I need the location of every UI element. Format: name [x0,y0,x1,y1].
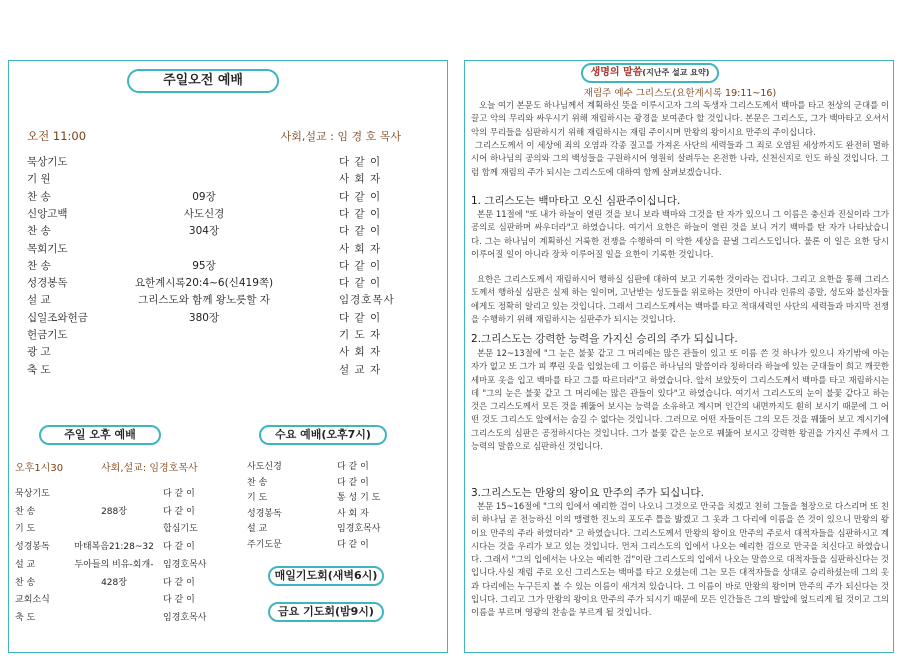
order-item-name: 신앙고백 [27,207,68,220]
wednesday-order-row [247,475,437,492]
morning-order-row [9,154,449,171]
order-item-name: 찬 송 [27,190,51,203]
order-item-person: 다 같 이 [339,190,382,203]
order-item-name: 묵상기도 [15,489,50,499]
order-item-person: 설 교 자 [339,363,382,376]
order-item-person: 다 같 이 [163,577,195,588]
morning-order-row [9,206,449,223]
order-item-person: 다 같 이 [163,542,195,553]
sermon-paragraph-3: 본문 12~13절에 "그 눈은 불꽃 같고 그 머리에는 많은 관들이 있고 또 이름 쓴 것 하나가 있으니 자기밖에 아는 자가 없고 또 그가 피 뿌린 옷을 입었는데 그 이름은 하나님의 말씀이라 칭하더라 하늘에 있는 군대들이 희고 깨끗한 세마포 옷을 입고 백마를 타고 그를 따르더라"고 하였습니다. 앞서 보았듯이 그리스도께서 백마를 타고 재림하시는데 "그의 눈은 불꽃 같고 그 머리에는 많은 관들이 있다"고 하였습니다. 여기서 그리스도의 눈이 불꽃 같다고 하는 것은 그리스도께서 모든 것을 꿰뚫어 보시는 능력을 소유하고 계시며 인간의 내면까지도 훤히 보시기 때문에 그 어떤 것도 그리스도 앞에서는 숨길 수 없다는 것입니다. 그러므로 어떤 자들이든 그의 모든 것을 꿰뚫어 보고 계시기에 그리스도의 심판은 공정하시다는 것입니다. 그가 불꽃 같은 눈으로 꿰뚫어 보시고 강력한 왕권을 가지신 주께서 그 능력의 말씀으로 심판하신 것입니다. [471,348,889,451]
morning-order-row [9,310,449,327]
order-item-name: 설 교 [247,524,268,535]
afternoon-leader: 사회,설교: 임경호목사 [101,463,198,474]
morning-time: 오전 11:00 [27,129,87,143]
order-item-detail: 두아들의 비유-회개- [74,559,154,570]
morning-order-row [9,258,449,275]
order-item-name: 성경봉독 [15,542,50,553]
sermon-paragraph-1: 본문 11절에 "또 내가 하늘이 열린 것을 보니 보라 백마와 그것을 탄 자가 있으니 그 이름은 충신과 진실이라 그가 공의로 심판하며 싸우더라"고 하였습니다. 여기서 요한은 하늘이 열린 것을 보니 거기 백마를 탄 자가 나타났습니다. 그는 하나님이 계획하신 거룩한 전쟁을 수행하여 이 악한 세상을 끝낼 그리스도입니다. 물론 이 일은 요한 당시 이루어질 일이 아니라 장차 이루어질 일을 요한이 기록한 것입니다. [471,209,889,259]
sermon-paragraph-2: 요한은 그리스도께서 재림하시어 행하실 심판에 대하여 보고 기록한 것이라는 겁니다. 그리고 요한을 통해 그리스도께서 행하실 심판은 실제 하는 일이며, 고난받는 성도들을 위로하는 것만이 아니라 인류의 종말, 성도와 불신자들에게도 정확히 알리고 있는 것입니다. 그래서 그리스도께서는 백마를 타고 적대세력인 사단의 세력들과 마지막 전쟁을 수행하기 위해 재림하시는 심판주가 되시는 것입니다. [471,274,889,324]
afternoon-order-row [9,504,239,521]
order-item-detail: 304장 [188,225,220,238]
order-item-person: 다 같 이 [339,156,382,168]
order-item-person: 다 같 이 [339,259,382,272]
order-item-name: 광 고 [27,346,51,359]
order-item-person: 다 같 이 [339,311,382,324]
morning-order-row [9,362,449,379]
afternoon-order-row [9,575,239,592]
morning-order-row [9,171,449,188]
order-item-person: 다 같 이 [337,462,369,472]
sermon-heading-2: 2.그리스도는 강력한 능력을 가지신 승리의 주가 되십니다. [471,333,738,345]
right-panel [464,60,894,653]
order-item-detail: 288장 [101,506,127,517]
order-item-person: 다 같 이 [339,225,382,238]
order-item-name: 찬 송 [15,506,36,517]
sermon-title-box [581,63,719,83]
wednesday-order-row [247,521,437,538]
order-item-person: 사 회 자 [339,242,382,255]
daily-prayer-badge: 매일기도회(새벽6시) [268,566,384,586]
order-item-person: 다 같 이 [163,489,195,499]
order-item-name: 설 교 [27,294,51,307]
order-item-name: 기 원 [27,173,51,186]
order-item-person: 사 회 자 [339,173,382,186]
order-item-person: 임경호목사 [339,294,395,307]
wednesday-order-row [247,459,437,476]
order-item-detail: 그리스도와 함께 왕노릇할 자 [138,294,270,307]
order-item-name: 교회소식 [15,595,50,606]
order-item-person: 사 회 자 [337,508,369,519]
order-item-name: 기 도 [15,524,36,535]
morning-order-row [9,327,449,344]
morning-order-row [9,241,449,258]
order-item-name: 기 도 [247,493,268,504]
order-item-name: 성경봉독 [27,277,68,290]
order-item-person: 통 성 기 도 [337,493,381,504]
order-item-name: 찬 송 [27,259,51,272]
order-item-name: 묵상기도 [27,156,68,168]
order-item-person: 합심기도 [163,524,198,535]
wednesday-order-row [247,537,437,554]
wednesday-order-row [247,506,437,523]
order-item-detail: 마태복음21:28~32 [74,542,154,553]
order-item-name: 주기도문 [247,540,282,550]
morning-order-row [9,275,449,292]
wednesday-order-row [247,490,437,507]
sermon-heading-3: 3.그리스도는 만왕의 왕이요 만주의 주가 되십니다. [471,487,704,499]
order-item-person: 다 같 이 [337,540,369,550]
afternoon-time: 오후1시30 [15,463,64,474]
order-item-person: 다 같 이 [339,277,382,290]
order-item-person: 다 같 이 [163,506,195,517]
order-item-detail: 380장 [188,311,220,324]
sermon-subtitle: 재림주 예수 그리스도(요한계시록 19:11~16) [583,88,777,99]
morning-order-row [9,344,449,361]
order-item-person: 다 같 이 [163,595,195,606]
order-item-detail: 428장 [101,577,127,588]
sermon-title-sub: (지난주 설교 요약) [642,68,710,77]
morning-service-title: 주일오전 예배 [127,69,279,93]
order-item-name: 목회기도 [27,242,68,255]
morning-order-row [9,292,449,309]
order-item-name: 사도신경 [247,462,282,472]
wednesday-service-title: 수요 예배(오후7시) [259,425,387,445]
sermon-paragraph-intro: 오늘 여기 본문도 하나님께서 계획하신 뜻을 이루시고자 그의 독생자 그리스도께서 백마를 타고 천상의 군대를 이끌고 악의 무리와 싸우시기 위해 재림하시는 광경을 보여준다 할 것입니다. 본문은 그리스도, 그가 백마타고 오셔서 악의 무리들을 심판하시기 위해 재림하시는 재림 주이시며 만왕의 왕이시요 만주의 주이십니다. [471,100,889,137]
sermon-paragraph-intro-2: 그리스도께서 이 세상에 죄의 오염과 각종 질고를 가져온 사단의 세력들과 그 죄로 오염된 세상까지도 완전히 멸하시어 하나님의 공의와 그의 백성들을 구원하시어 영원히 살려두는 온전한 나라, 신천신지로 인도 하실 것입니다. 그럼 함께 재림의 주가 되시는 그리스도에 대하여 함께 살펴보겠습니다. [471,140,889,177]
order-item-person: 다 같 이 [337,477,369,488]
order-item-person: 임경호목사 [337,524,381,535]
order-item-person: 임경호목사 [163,559,207,570]
order-item-name: 축 도 [15,612,36,623]
order-item-name: 설 교 [15,559,36,570]
order-item-name: 헌금기도 [27,329,68,341]
order-item-person: 사 회 자 [339,346,382,359]
afternoon-order-row [9,592,239,609]
order-item-name: 찬 송 [15,577,36,588]
afternoon-order-row [9,557,239,574]
order-item-detail: 요한계시록20:4~6(신419쪽) [134,277,274,290]
order-item-name: 십일조와헌금 [27,311,88,324]
afternoon-order-row [9,486,239,503]
order-item-name: 성경봉독 [247,508,282,519]
morning-leader: 사회,설교 : 임 경 호 목사 [280,130,401,143]
afternoon-order-row [9,539,239,556]
order-item-person: 기 도 자 [339,329,382,341]
left-panel [8,60,448,653]
order-item-name: 찬 송 [27,225,51,238]
afternoon-order-row [9,610,239,627]
order-item-detail: 95장 [192,259,216,272]
sermon-paragraph-4: 본문 15~16절에 "그의 입에서 예리한 검이 나오니 그것으로 만국을 치겠고 친히 그들을 철장으로 다스리며 또 친히 하나님 곧 전능하신 이의 맹렬한 진노의 포도주 틀을 밟겠고 그 옷과 그 다리에 이름을 쓴 것이 있으니 만왕의 왕이요 만주의 주라 하였더라" 고 하였습니다. 그리스도께서 만왕의 왕이요 만주의 주로서 대적자들을 심판하시고 계시다는 것을 우리가 보고 있는 것입니다. 먼저 그리스도의 입에서 나오는 예리한 검으로 만국을 치신다고 하였습니다. 그래서 "그의 입에서는 나오는 예리한 검"이란 그리스도의 입에서 나오는 말씀으로 대적자들을 심판하신다는 것입니다.사실 재림 주로 오신 그리스도는 백마를 타고 오셨는데 그는 모든 대적자들을 상대로 승리하셨는데 그의 옷과 다리에는 누구든지 볼 수 있는 이름이 새겨져 있습니다. 그 이름이 바로 만왕의 왕이며 만주의 주가 되신다는 것입니다. 그리고 그가 만왕의 왕이요 만주의 주가 되시기 때문에 모든 인간들은 그의 발앞에 엎드리게 될 것이고 그의 이름을 부르며 영광의 찬송을 부르게 될 것입니다. [471,501,889,617]
afternoon-service-title: 주일 오후 예배 [39,425,161,445]
order-item-name: 찬 송 [247,477,268,488]
morning-order-row [9,189,449,206]
order-item-detail: 사도신경 [183,207,225,220]
order-item-person: 임경호목사 [163,612,207,623]
order-item-person: 다 같 이 [339,207,382,220]
morning-order-row [9,223,449,240]
sermon-heading-1: 1. 그리스도는 백마타고 오신 심판주이십니다. [471,195,681,207]
afternoon-order-row [9,521,239,538]
sermon-title: 생명의 말씀 [590,67,643,78]
order-item-name: 축 도 [27,363,51,376]
order-item-detail: 09장 [192,190,216,203]
friday-prayer-badge: 금요 기도회(밤9시) [268,602,384,622]
